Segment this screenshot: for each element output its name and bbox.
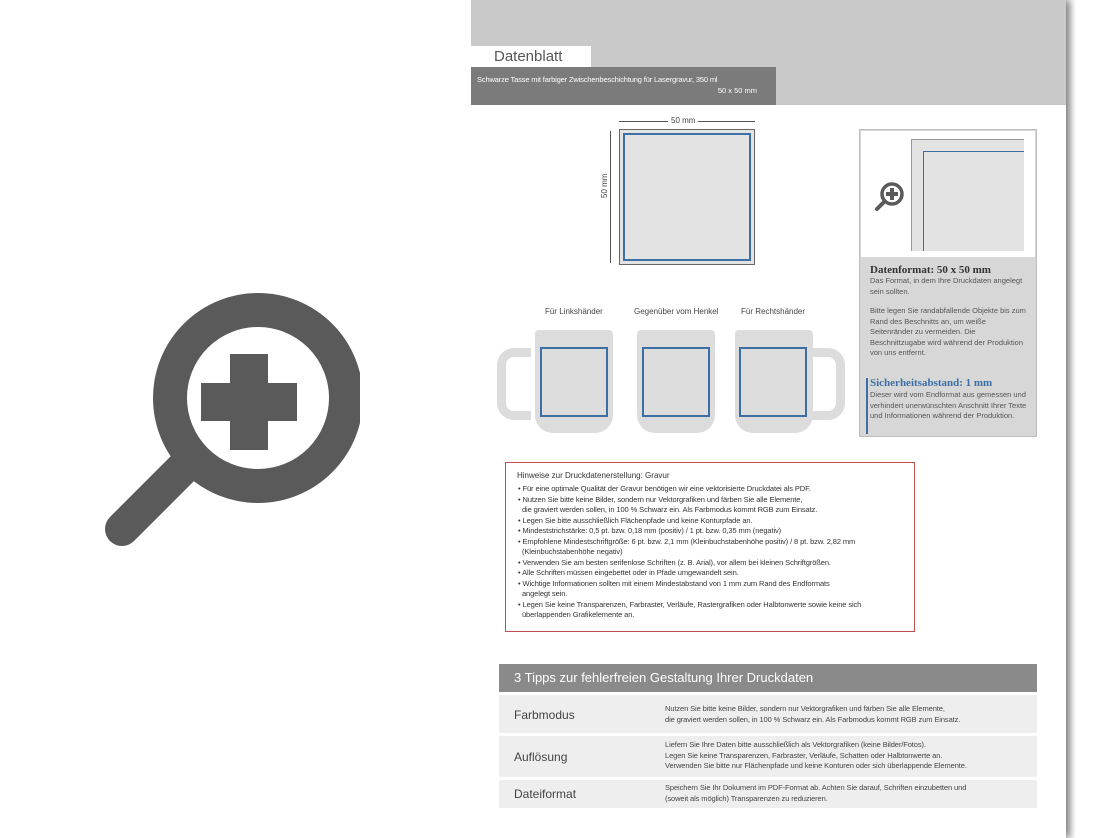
tip-row-farbmodus: [499, 695, 1037, 733]
tip-label: Farbmodus: [514, 708, 575, 722]
note-line: überlappenden Grafikelemente an.: [518, 610, 635, 619]
height-label: 50 mm: [600, 173, 609, 198]
mug-label-opposite-handle: Gegenüber vom Henkel: [634, 307, 719, 316]
bleed-text: Bitte legen Sie randabfallende Objekte bis zum Rand des Beschnitts an, um weiße Seitenränder zu vermeiden. Die Beschnittzugabe wird während der Produktion von uns entfernt.: [870, 306, 1026, 357]
notes-title: Hinweise zur Druckdatenerstellung: Gravur: [517, 471, 670, 480]
note-line: • Alle Schriften müssen eingebettet oder in Pfade umgewandelt sein.: [518, 568, 739, 577]
datasheet-page: [471, 0, 1066, 838]
zoom-in-icon[interactable]: [100, 270, 360, 560]
product-name: Schwarze Tasse mit farbiger Zwischenbeschichtung für Lasergravur, 350 ml: [477, 75, 718, 84]
width-label: 50 mm: [668, 116, 698, 125]
preview-safety-line-top: [923, 151, 1024, 152]
note-line: angelegt sein.: [518, 589, 568, 598]
note-line: • Wichtige Informationen sollten mit einem Mindestabstand von 1 mm zum Rand des Endformats: [518, 578, 830, 588]
tip-text-line: Liefern Sie Ihre Daten bitte ausschließlich als Vektorgrafiken (keine Bilder/Fotos).: [665, 740, 926, 749]
preview-frame-left: [911, 139, 912, 251]
mug-label-right-handed: Für Rechtshänder: [741, 307, 806, 316]
safety-marker: [866, 378, 868, 434]
tip-row-aufloesung: [499, 736, 1037, 777]
page-title: Datenblatt: [471, 46, 591, 67]
mug-handle: [811, 348, 845, 420]
artwork-safe-area: [623, 133, 751, 261]
tip-text-line: Legen Sie keine Transparenzen, Farbraster, Verläufe, Schatten oder Halbtonwerte an.: [665, 750, 943, 760]
mug-handle: [497, 348, 531, 420]
safety-title: Sicherheitsabstand: 1 mm: [870, 377, 993, 389]
engraving-notes: [505, 462, 915, 632]
format-title: Datenformat: 50 x 50 mm: [870, 264, 991, 276]
preview-frame-top: [911, 139, 1024, 140]
product-subtitle: [471, 67, 776, 105]
note-line: • Empfohlene Mindestschriftgröße: 6 pt. bzw. 2,1 mm (Kleinbuchstabenhöhe positiv) / 8 pt. bzw. 2,82 mm: [518, 536, 856, 546]
format-info-panel: [859, 129, 1037, 437]
note-line: (Kleinbuchstabenhöhe negativ): [518, 547, 623, 556]
page-shadow: [1066, 0, 1076, 838]
note-line: • Für eine optimale Qualität der Gravur benötigen wir eine vektorisierte Druckdatei als PDF.: [518, 484, 811, 493]
note-line: • Mindeststrichstärke: 0,5 pt. bzw. 0,18 mm (positiv) / 1 pt. bzw. 0,35 mm (negativ): [518, 526, 782, 535]
tip-text-line: Verwenden Sie bitte nur Flächenpfade und keine Konturen oder sich überlappende Elemente.: [665, 761, 967, 770]
note-line: • Verwenden Sie am besten serifenlose Schriften (z. B. Arial), vor allem bei kleinen Schriftgrößen.: [518, 557, 831, 567]
tip-text-line: die graviert werden sollen, in 100 % Schwarz ein. Als Farbmodus kommt RGB zum Einsatz.: [665, 714, 961, 724]
mug-print-area: [642, 347, 710, 417]
tip-text-line: Speichern Sie Ihr Dokument im PDF-Format ab. Achten Sie darauf, Schriften einzubetten und: [665, 783, 967, 792]
note-line: • Nutzen Sie bitte keine Bilder, sondern nur Vektorgrafiken und färben Sie alle Elemente,: [518, 494, 803, 504]
format-preview: [861, 131, 1035, 257]
safety-text: Dieser wird vom Endformat aus gemessen und verhindert unerwünschten Anschnitt Ihrer Texte und Informationen während der Produktion.: [870, 390, 1027, 420]
note-line: • Legen Sie bitte ausschließlich Flächenpfade und keine Konturpfade an.: [518, 515, 753, 525]
tip-label: Auflösung: [514, 750, 568, 764]
tips-header: 3 Tipps zur fehlerfreien Gestaltung Ihrer Druckdaten: [499, 664, 1037, 692]
tip-text: [665, 740, 1035, 772]
tip-text: [665, 783, 1035, 804]
height-dimension-line: [610, 131, 611, 263]
zoom-in-icon[interactable]: [873, 181, 905, 215]
preview-safety-line-left: [923, 151, 924, 251]
tip-label: Dateiformat: [514, 787, 577, 801]
tip-text-line: Nutzen Sie bitte keine Bilder, sondern nur Vektorgrafiken und färben Sie alle Elemente,: [665, 704, 945, 713]
product-size: 50 x 50 mm: [717, 86, 757, 95]
tip-text: [665, 704, 1035, 725]
mug-print-area: [739, 347, 807, 417]
mug-print-area: [540, 347, 608, 417]
format-text: Das Format, in dem Ihre Druckdaten angelegt sein sollten.: [870, 276, 1023, 296]
note-line: die graviert werden sollen, in 100 % Schwarz ein. Als Farbmodus kommt RGB zum Einsatz.: [518, 505, 818, 514]
mug-label-left-handed: Für Linkshänder: [545, 307, 603, 316]
tip-row-dateiformat: [499, 780, 1037, 808]
preview-artwork: [911, 139, 1024, 251]
tip-text-line: (soweit als möglich) Transparenzen zu reduzieren.: [665, 793, 828, 803]
note-line: • Legen Sie keine Transparenzen, Farbraster, Verläufe, Rastergrafiken oder Halbtonwerte sowie keine sich: [518, 599, 862, 609]
